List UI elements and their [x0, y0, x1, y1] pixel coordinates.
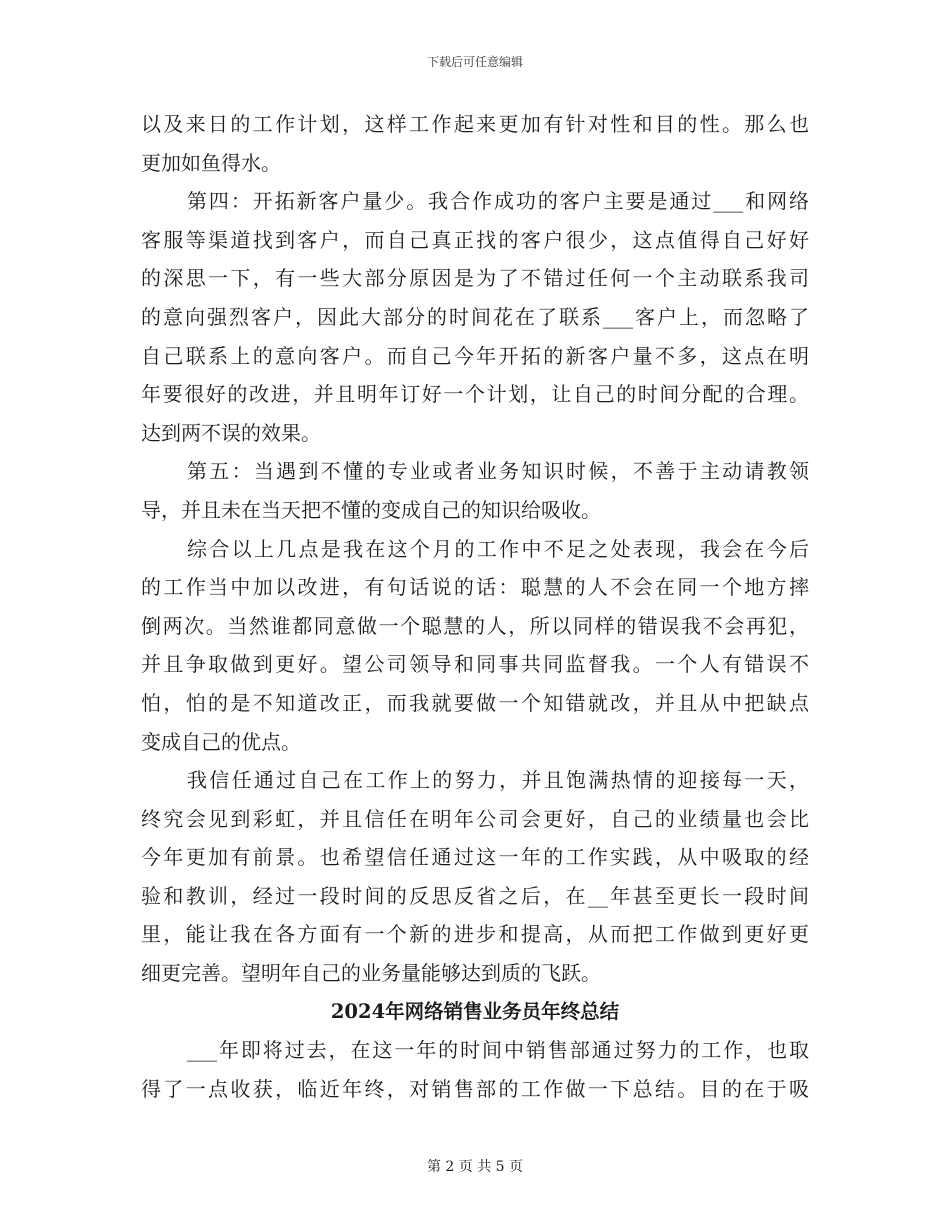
text-line: 今年更加有前景。也希望信任通过这一年的工作实践，从中吸取的经	[141, 845, 809, 870]
text-line: 自己联系上的意向客户。而自己今年开拓的新客户量不多，这点在明	[141, 343, 809, 368]
text-line: 细更完善。望明年自己的业务量能够达到质的飞跃。	[141, 961, 601, 986]
text-line: 里，能让我在各方面有一个新的进步和提高，从而把工作做到更好更	[141, 922, 809, 947]
document-body	[141, 105, 809, 1108]
paragraph-start-line: 我信任通过自己在工作上的努力，并且饱满热情的迎接每一天，	[187, 768, 809, 793]
text-line: 以及来日的工作计划，这样工作起来更加有针对性和目的性。那么也	[141, 112, 809, 136]
text-line: 达到两不误的效果。	[141, 420, 321, 445]
paragraph-start-line: ___年即将过去，在这一年的时间中销售部通过努力的工作，也取	[187, 1038, 809, 1063]
paragraph-start-line: 第五：当遇到不懂的专业或者业务知识时候，不善于主动请教领	[187, 459, 809, 484]
text-line: 怕，怕的是不知道改正，而我就要做一个知错就改，并且从中把缺点	[141, 690, 809, 715]
paragraph-start-line: 第四：开拓新客户量少。我合作成功的客户主要是通过___和网络	[187, 189, 809, 214]
text-line: 终究会见到彩虹，并且信任在明年公司会更好，自己的业绩量也会比	[141, 806, 809, 831]
text-line: 得了一点收获，临近年终，对销售部的工作做一下总结。目的在于吸	[141, 1076, 809, 1101]
paragraph-start-line: 综合以上几点是我在这个月的工作中不足之处表现，我会在今后	[187, 536, 809, 561]
text-line: 验和教训，经过一段时间的反思反省之后，在__年甚至更长一段时间	[141, 883, 809, 908]
text-line: 的意向强烈客户，因此大部分的时间花在了联系___客户上，而忽略了	[141, 304, 809, 329]
text-line: 导，并且未在当天把不懂的变成自己的知识给吸收。	[141, 497, 601, 522]
page-number-footer: 第 2 页 共 5 页	[426, 1159, 524, 1175]
text-line: 变成自己的优点。	[141, 729, 301, 754]
section-title: 2024年网络销售业务员年终总结	[330, 999, 620, 1023]
text-line: 更加如鱼得水。	[141, 150, 281, 175]
text-line: 客服等渠道找到客户，而自己真正找的客户很少，这点值得自己好好	[141, 227, 809, 252]
text-line: 的深思一下，有一些大部分原因是为了不错过任何一个主动联系我司	[141, 266, 809, 291]
text-line: 的工作当中加以改进，有句话说的话：聪慧的人不会在同一个地方摔	[141, 575, 809, 600]
text-line: 倒两次。当然谁都同意做一个聪慧的人，所以同样的错误我不会再犯，	[141, 613, 809, 638]
header-note: 下载后可任意编辑	[426, 55, 523, 69]
text-line: 并且争取做到更好。望公司领导和同事共同监督我。一个人有错误不	[141, 652, 809, 677]
text-line: 年要很好的改进，并且明年订好一个计划，让自己的时间分配的合理。	[141, 382, 809, 407]
